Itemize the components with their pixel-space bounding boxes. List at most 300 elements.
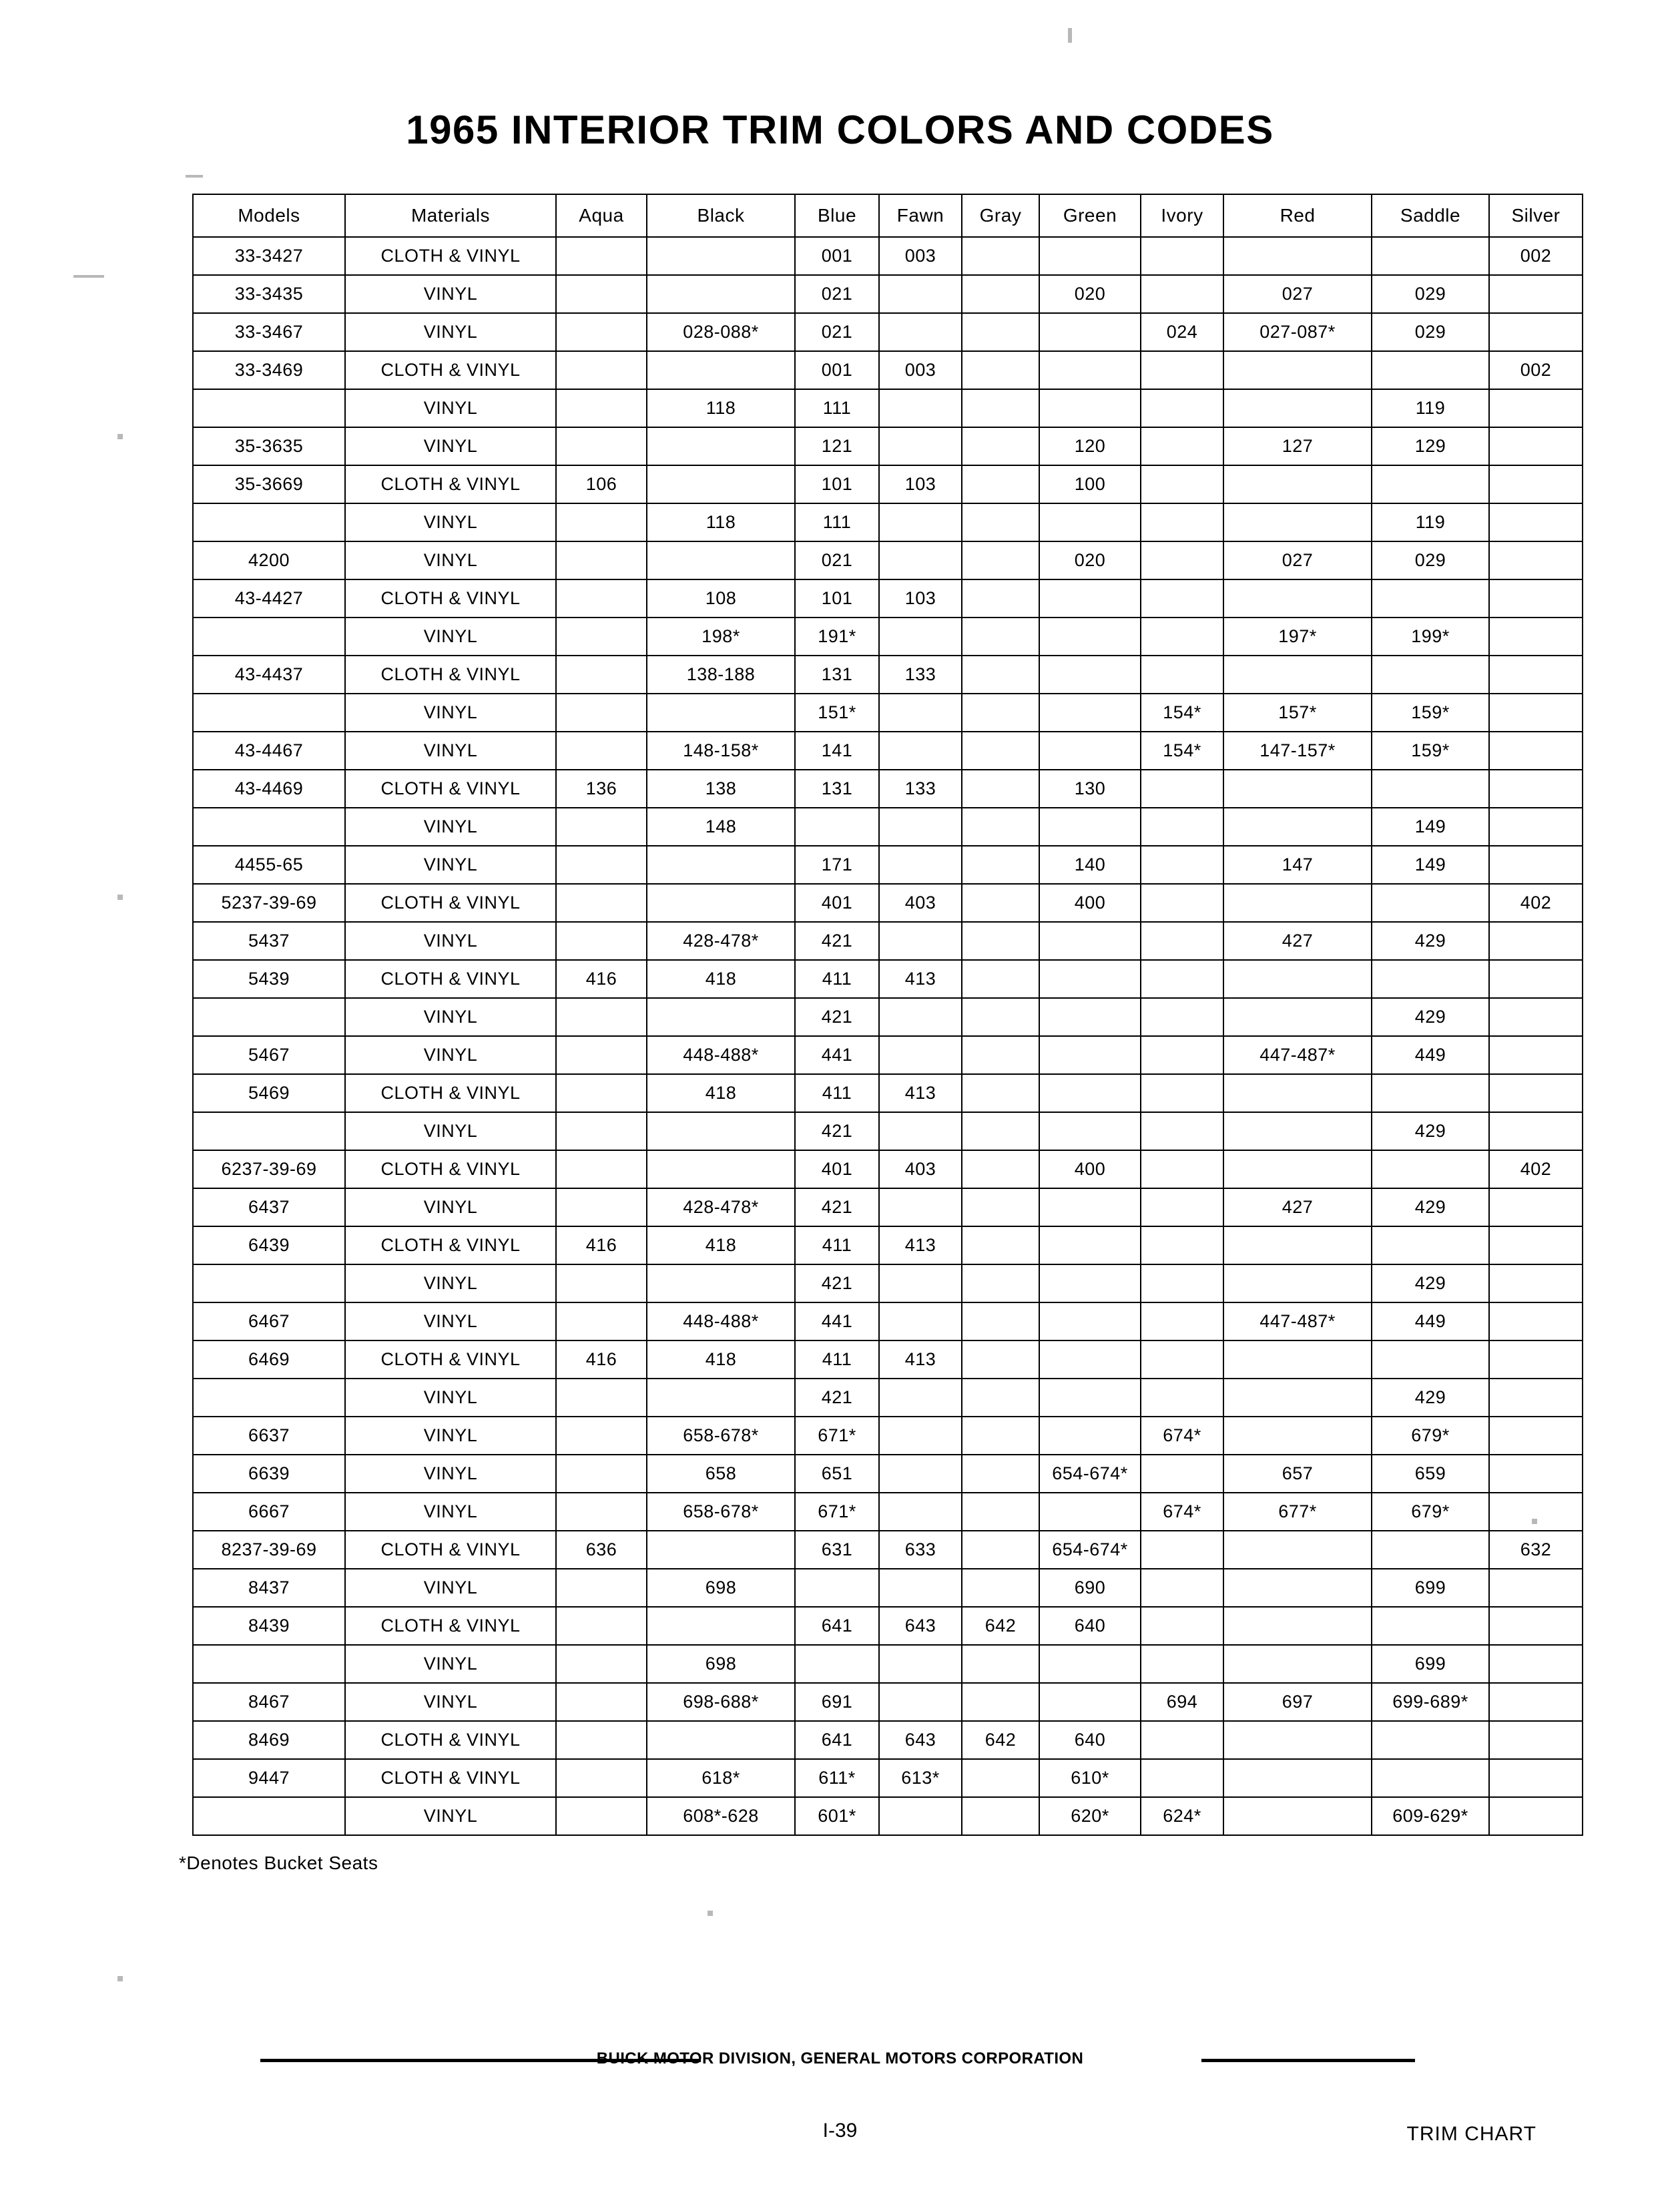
cell-blue: 401 [795,1150,879,1188]
cell-saddle [1372,465,1489,503]
cell-red [1223,1074,1372,1112]
cell-silver [1489,1455,1583,1493]
cell-materials: CLOTH & VINYL [345,465,556,503]
cell-ivory [1141,1379,1223,1417]
cell-black [647,884,795,922]
cell-fawn: 103 [879,579,962,618]
scan-speck [1068,28,1072,43]
cell-silver [1489,618,1583,656]
cell-gray [962,1226,1039,1264]
cell-gray [962,1417,1039,1455]
page-title: 1965 INTERIOR TRIM COLORS AND CODES [406,107,1274,152]
cell-blue: 411 [795,960,879,998]
cell-blue: 691 [795,1683,879,1721]
cell-green [1039,313,1141,351]
cell-black: 148 [647,808,795,846]
cell-silver [1489,1188,1583,1226]
cell-red: 027 [1223,541,1372,579]
cell-blue: 611* [795,1759,879,1797]
cell-models: 6667 [193,1493,345,1531]
cell-gray [962,1569,1039,1607]
cell-aqua [556,1721,647,1759]
cell-silver [1489,922,1583,960]
cell-green [1039,1112,1141,1150]
cell-saddle: 199* [1372,618,1489,656]
scan-speck [117,1976,123,1981]
cell-silver: 402 [1489,1150,1583,1188]
cell-fawn: 133 [879,770,962,808]
cell-green: 654-674* [1039,1531,1141,1569]
trim-table-container [192,194,1561,1836]
cell-green [1039,808,1141,846]
cell-materials: VINYL [345,922,556,960]
cell-gray [962,503,1039,541]
cell-materials: CLOTH & VINYL [345,960,556,998]
cell-materials: VINYL [345,389,556,427]
cell-models: 35-3669 [193,465,345,503]
cell-red: 147 [1223,846,1372,884]
table-body [193,237,1583,1835]
cell-green: 640 [1039,1607,1141,1645]
cell-blue: 421 [795,922,879,960]
cell-gray [962,1150,1039,1188]
cell-green: 130 [1039,770,1141,808]
cell-blue: 021 [795,275,879,313]
cell-gray [962,618,1039,656]
cell-red [1223,998,1372,1036]
cell-aqua: 416 [556,960,647,998]
cell-materials: CLOTH & VINYL [345,1150,556,1188]
cell-ivory [1141,998,1223,1036]
cell-red [1223,351,1372,389]
cell-aqua [556,846,647,884]
cell-red [1223,1150,1372,1188]
cell-ivory [1141,808,1223,846]
cell-fawn [879,808,962,846]
cell-green [1039,998,1141,1036]
cell-fawn [879,1188,962,1226]
cell-gray [962,884,1039,922]
cell-gray [962,427,1039,465]
cell-models: 6439 [193,1226,345,1264]
cell-ivory [1141,1074,1223,1112]
cell-saddle: 129 [1372,427,1489,465]
cell-gray [962,846,1039,884]
cell-saddle [1372,1340,1489,1379]
cell-fawn: 133 [879,656,962,694]
cell-aqua [556,1417,647,1455]
cell-silver [1489,960,1583,998]
cell-gray [962,1302,1039,1340]
cell-red [1223,1112,1372,1150]
cell-saddle: 699-689* [1372,1683,1489,1721]
cell-silver [1489,1036,1583,1074]
cell-aqua [556,389,647,427]
cell-gray [962,1379,1039,1417]
cell-models: 8437 [193,1569,345,1607]
cell-gray [962,960,1039,998]
cell-red [1223,1721,1372,1759]
table-row [193,351,1583,389]
cell-saddle [1372,237,1489,275]
column-header-fawn: Fawn [879,194,962,237]
cell-green [1039,351,1141,389]
cell-black [647,1264,795,1302]
cell-green [1039,1188,1141,1226]
cell-gray [962,922,1039,960]
column-header-silver: Silver [1489,194,1583,237]
cell-black [647,351,795,389]
cell-silver [1489,846,1583,884]
cell-models: 5469 [193,1074,345,1112]
cell-red [1223,579,1372,618]
cell-aqua: 636 [556,1531,647,1569]
cell-models: 5237-39-69 [193,884,345,922]
cell-blue: 171 [795,846,879,884]
cell-models [193,618,345,656]
cell-blue [795,808,879,846]
cell-red [1223,884,1372,922]
cell-saddle: 149 [1372,846,1489,884]
cell-blue: 111 [795,503,879,541]
cell-saddle: 699 [1372,1645,1489,1683]
table-row [193,1226,1583,1264]
cell-models [193,1112,345,1150]
cell-materials: VINYL [345,998,556,1036]
cell-ivory [1141,1302,1223,1340]
column-header-red: Red [1223,194,1372,237]
column-header-blue: Blue [795,194,879,237]
cell-models: 33-3469 [193,351,345,389]
cell-fawn [879,1264,962,1302]
cell-saddle [1372,960,1489,998]
cell-fawn [879,1036,962,1074]
cell-green: 654-674* [1039,1455,1141,1493]
cell-materials: VINYL [345,1036,556,1074]
cell-green [1039,1264,1141,1302]
cell-materials: CLOTH & VINYL [345,1607,556,1645]
table-row [193,465,1583,503]
cell-fawn [879,1302,962,1340]
table-row [193,1607,1583,1645]
cell-saddle: 429 [1372,1264,1489,1302]
cell-saddle [1372,1150,1489,1188]
cell-silver [1489,465,1583,503]
cell-saddle: 679* [1372,1417,1489,1455]
table-row [193,1721,1583,1759]
cell-models: 43-4467 [193,732,345,770]
cell-green [1039,1074,1141,1112]
scan-speck [186,175,203,178]
cell-models: 33-3467 [193,313,345,351]
cell-gray [962,541,1039,579]
cell-saddle: 449 [1372,1302,1489,1340]
cell-red: 027 [1223,275,1372,313]
cell-ivory [1141,1340,1223,1379]
cell-aqua [556,1455,647,1493]
cell-aqua [556,732,647,770]
cell-materials: CLOTH & VINYL [345,351,556,389]
cell-red: 677* [1223,1493,1372,1531]
cell-fawn [879,1493,962,1531]
cell-materials: CLOTH & VINYL [345,1226,556,1264]
cell-green: 020 [1039,541,1141,579]
cell-materials: VINYL [345,1302,556,1340]
cell-green [1039,1340,1141,1379]
cell-aqua [556,579,647,618]
cell-red [1223,1417,1372,1455]
table-row [193,237,1583,275]
cell-gray: 642 [962,1721,1039,1759]
cell-saddle: 159* [1372,732,1489,770]
cell-aqua [556,1797,647,1835]
cell-aqua [556,1036,647,1074]
cell-gray [962,656,1039,694]
cell-red [1223,503,1372,541]
cell-black: 428-478* [647,1188,795,1226]
cell-saddle: 119 [1372,389,1489,427]
column-header-gray: Gray [962,194,1039,237]
cell-materials: CLOTH & VINYL [345,1759,556,1797]
cell-black: 198* [647,618,795,656]
cell-green [1039,579,1141,618]
cell-saddle: 429 [1372,1188,1489,1226]
cell-materials: CLOTH & VINYL [345,237,556,275]
cell-models: 4455-65 [193,846,345,884]
cell-silver [1489,1645,1583,1683]
cell-black [647,846,795,884]
cell-gray [962,1645,1039,1683]
table-header-row [193,194,1583,237]
cell-materials: CLOTH & VINYL [345,579,556,618]
cell-blue: 411 [795,1226,879,1264]
cell-red [1223,1226,1372,1264]
cell-blue: 131 [795,656,879,694]
cell-green [1039,1493,1141,1531]
cell-silver [1489,1340,1583,1379]
cell-black: 428-478* [647,922,795,960]
cell-black [647,275,795,313]
cell-gray [962,1074,1039,1112]
cell-red [1223,770,1372,808]
cell-silver [1489,1493,1583,1531]
cell-fawn: 413 [879,960,962,998]
table-row [193,1302,1583,1340]
table-row [193,1683,1583,1721]
cell-black [647,1150,795,1188]
table-row [193,998,1583,1036]
cell-materials: VINYL [345,503,556,541]
cell-gray [962,579,1039,618]
scan-speck [117,434,123,439]
cell-black [647,1721,795,1759]
cell-blue: 441 [795,1302,879,1340]
column-header-models: Models [193,194,345,237]
cell-aqua [556,427,647,465]
cell-fawn: 003 [879,351,962,389]
cell-models: 6469 [193,1340,345,1379]
cell-red: 697 [1223,1683,1372,1721]
cell-fawn [879,1455,962,1493]
cell-silver [1489,389,1583,427]
table-row [193,1074,1583,1112]
footnote: *Denotes Bucket Seats [179,1853,378,1873]
cell-fawn [879,1797,962,1835]
cell-materials: VINYL [345,1264,556,1302]
cell-black [647,998,795,1036]
cell-materials: VINYL [345,541,556,579]
cell-green [1039,237,1141,275]
column-header-ivory: Ivory [1141,194,1223,237]
cell-aqua [556,656,647,694]
cell-red: 027-087* [1223,313,1372,351]
footer-division-text: BUICK MOTOR DIVISION, GENERAL MOTORS CORPORATION [596,2049,1084,2067]
cell-red [1223,1340,1372,1379]
cell-ivory [1141,960,1223,998]
cell-black: 418 [647,1340,795,1379]
chart-label: TRIM CHART [1406,2123,1536,2145]
cell-ivory [1141,503,1223,541]
cell-aqua: 136 [556,770,647,808]
cell-blue [795,1645,879,1683]
table-row [193,960,1583,998]
cell-ivory [1141,541,1223,579]
cell-aqua [556,1607,647,1645]
cell-models [193,503,345,541]
cell-models: 5439 [193,960,345,998]
scan-speck [117,895,123,900]
cell-materials: CLOTH & VINYL [345,1340,556,1379]
cell-fawn [879,427,962,465]
cell-ivory: 674* [1141,1417,1223,1455]
cell-black: 118 [647,503,795,541]
cell-ivory [1141,351,1223,389]
cell-materials: VINYL [345,732,556,770]
cell-black: 138 [647,770,795,808]
cell-saddle: 429 [1372,998,1489,1036]
cell-silver [1489,1417,1583,1455]
cell-silver [1489,1112,1583,1150]
cell-silver [1489,275,1583,313]
cell-gray [962,1683,1039,1721]
cell-blue: 191* [795,618,879,656]
cell-black [647,1607,795,1645]
table-row [193,732,1583,770]
cell-saddle: 699 [1372,1569,1489,1607]
cell-gray [962,389,1039,427]
cell-models [193,1797,345,1835]
cell-gray [962,465,1039,503]
cell-blue: 101 [795,579,879,618]
cell-green [1039,1226,1141,1264]
cell-gray [962,275,1039,313]
cell-black: 418 [647,1074,795,1112]
cell-silver [1489,1797,1583,1835]
cell-materials: CLOTH & VINYL [345,884,556,922]
cell-ivory [1141,1531,1223,1569]
cell-ivory [1141,275,1223,313]
cell-models [193,389,345,427]
cell-aqua [556,618,647,656]
cell-saddle: 429 [1372,1112,1489,1150]
cell-models [193,1264,345,1302]
cell-ivory [1141,389,1223,427]
cell-red [1223,656,1372,694]
cell-fawn [879,846,962,884]
cell-red [1223,960,1372,998]
cell-fawn [879,1417,962,1455]
table-row [193,1493,1583,1531]
cell-aqua [556,1645,647,1683]
cell-models [193,998,345,1036]
cell-green: 020 [1039,275,1141,313]
cell-red: 427 [1223,922,1372,960]
cell-ivory [1141,1188,1223,1226]
cell-aqua [556,237,647,275]
cell-materials: VINYL [345,1569,556,1607]
cell-aqua [556,808,647,846]
cell-gray [962,1188,1039,1226]
table-row [193,1264,1583,1302]
cell-materials: CLOTH & VINYL [345,1074,556,1112]
cell-silver [1489,503,1583,541]
table-row [193,427,1583,465]
cell-models: 6639 [193,1455,345,1493]
cell-ivory [1141,237,1223,275]
cell-gray [962,1759,1039,1797]
cell-fawn [879,998,962,1036]
cell-black: 698-688* [647,1683,795,1721]
cell-saddle: 429 [1372,1379,1489,1417]
cell-red [1223,1379,1372,1417]
cell-fawn: 633 [879,1531,962,1569]
cell-fawn [879,1569,962,1607]
cell-blue: 411 [795,1340,879,1379]
cell-red [1223,1797,1372,1835]
cell-ivory: 154* [1141,732,1223,770]
cell-blue: 021 [795,313,879,351]
cell-blue: 641 [795,1721,879,1759]
table-row [193,656,1583,694]
cell-black: 658-678* [647,1493,795,1531]
cell-blue: 001 [795,237,879,275]
cell-fawn [879,313,962,351]
page-number: I-39 [822,2120,858,2142]
table-row [193,1417,1583,1455]
cell-fawn [879,1683,962,1721]
cell-gray [962,1264,1039,1302]
cell-gray [962,1455,1039,1493]
table-row [193,579,1583,618]
cell-silver [1489,1302,1583,1340]
cell-gray [962,1036,1039,1074]
cell-aqua [556,351,647,389]
cell-saddle: 429 [1372,922,1489,960]
cell-aqua [556,1112,647,1150]
cell-black: 028-088* [647,313,795,351]
cell-blue: 111 [795,389,879,427]
cell-green [1039,1036,1141,1074]
cell-red: 427 [1223,1188,1372,1226]
cell-materials: CLOTH & VINYL [345,656,556,694]
cell-materials: VINYL [345,1112,556,1150]
table-row [193,618,1583,656]
cell-ivory [1141,1721,1223,1759]
table-row [193,541,1583,579]
table-row [193,846,1583,884]
cell-aqua [556,503,647,541]
cell-ivory: 694 [1141,1683,1223,1721]
